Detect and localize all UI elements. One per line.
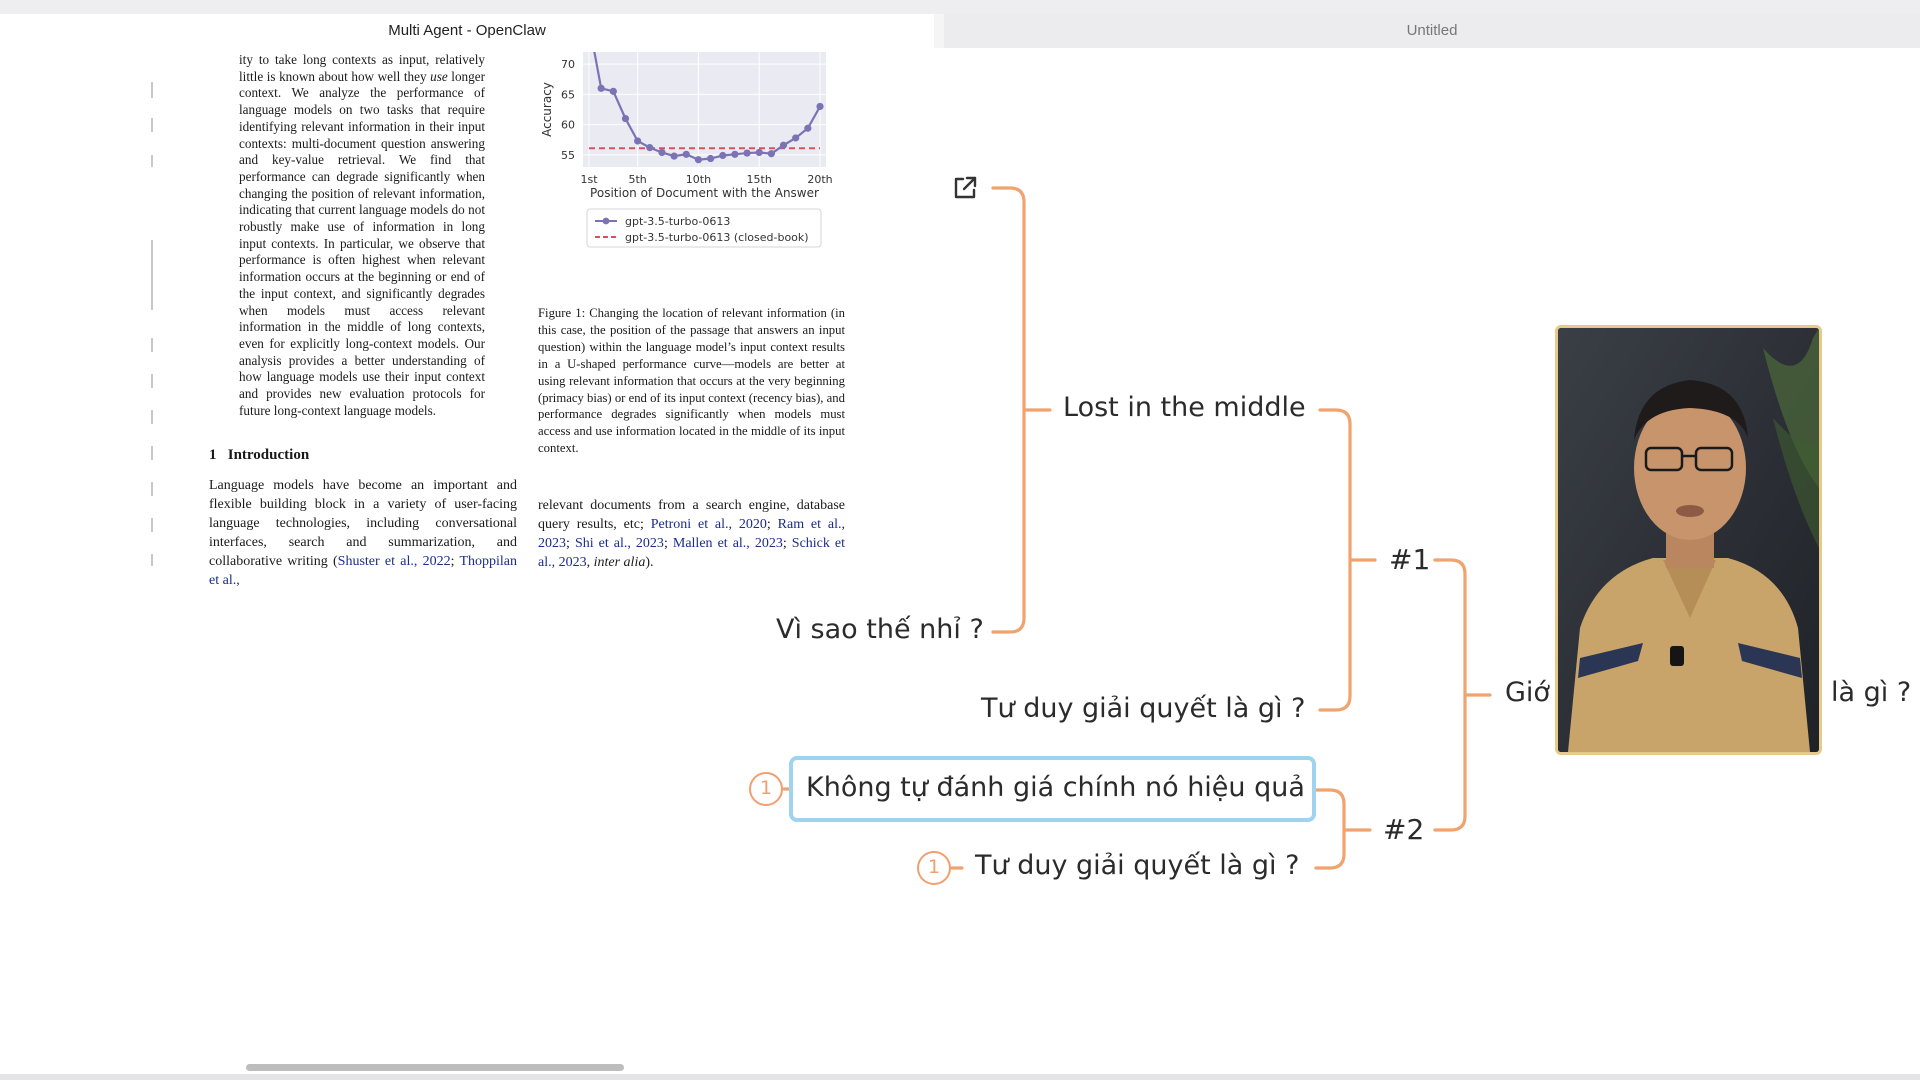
chart-point bbox=[804, 125, 811, 132]
node-why[interactable]: Vì sao thế nhỉ ? bbox=[776, 614, 984, 645]
tab-untitled[interactable]: Untitled bbox=[944, 14, 1920, 48]
margin-dash bbox=[151, 155, 153, 167]
section-heading bbox=[209, 446, 309, 464]
accuracy-chart bbox=[535, 52, 845, 292]
badge-count-2[interactable]: 1 bbox=[917, 851, 951, 885]
margin-dash bbox=[151, 482, 153, 496]
chart-point bbox=[610, 88, 617, 95]
node-self-eval[interactable]: Không tự đánh giá chính nó hiệu quả bbox=[806, 772, 1305, 803]
chart-point bbox=[731, 151, 738, 158]
margin-dash bbox=[151, 240, 153, 310]
margin-dash bbox=[151, 554, 153, 566]
node-root-right[interactable]: là gì ? bbox=[1831, 677, 1912, 708]
badge-count-1[interactable]: 1 bbox=[749, 772, 783, 806]
chart-point bbox=[671, 153, 678, 160]
chart-point bbox=[707, 155, 714, 162]
section-title: Introduction bbox=[227, 447, 310, 463]
margin-dash bbox=[151, 374, 153, 388]
connector-h1-bracket bbox=[1320, 410, 1350, 710]
tab-multi-agent-openclaw[interactable]: Multi Agent - OpenClaw bbox=[0, 14, 934, 48]
chart-point bbox=[598, 85, 605, 92]
window-top-strip bbox=[0, 0, 1920, 14]
intro-paragraph: Language models have become an important and flexible building block in a variety of user-facing language technologies, including conversational interfaces, search and summarization, and collaborative writing (Shuster et al., 2022; Thoppilan et al., bbox=[209, 478, 517, 588]
chart-y-tick-label: 55 bbox=[561, 148, 575, 162]
chart-point bbox=[622, 115, 629, 122]
horizontal-scrollbar[interactable] bbox=[246, 1064, 624, 1071]
node-thinking-1[interactable]: Tư duy giải quyết là gì ? bbox=[981, 693, 1306, 724]
chart-point bbox=[743, 149, 750, 156]
presenter-video-icon bbox=[1558, 328, 1819, 752]
chart-x-axis-label: Position of Document with the Answer bbox=[590, 186, 819, 200]
margin-dash bbox=[151, 338, 153, 352]
node-thinking-2[interactable]: Tư duy giải quyết là gì ? bbox=[975, 850, 1300, 881]
chart-x-tick-label: 1st bbox=[580, 173, 598, 186]
chart-x-tick-label: 5th bbox=[628, 173, 647, 186]
chart-plot-area bbox=[583, 52, 826, 167]
margin-dash bbox=[151, 446, 153, 460]
chart-point bbox=[756, 149, 763, 156]
margin-dash bbox=[151, 82, 153, 98]
chart-y-tick-label: 65 bbox=[561, 88, 575, 102]
margin-dash bbox=[151, 518, 153, 532]
chart-x-tick-label: 10th bbox=[685, 173, 712, 186]
node-hash-1[interactable]: #1 bbox=[1389, 543, 1431, 576]
figure-caption: Figure 1: Changing the location of relevant information (in this case, the position of the passage that answers an input question) within the language model’s input context results in a U-shaped performance curve—models are better at using relevant information that occurs at the very beginning (primacy bias) or end of its input context (recency bias), and performance degrades significantly when models must access and use information located in the middle of its input context. bbox=[538, 306, 845, 456]
chart-point bbox=[646, 144, 653, 151]
chart-y-axis-label: Accuracy bbox=[540, 82, 554, 137]
chart-x-tick-label: 20th bbox=[807, 173, 833, 186]
connector-h2-bracket bbox=[1316, 790, 1344, 868]
chart-legend-label-gpt: gpt-3.5-turbo-0613 bbox=[625, 215, 731, 228]
margin-dash bbox=[151, 118, 153, 132]
chart-point bbox=[695, 156, 702, 163]
node-root-left[interactable]: Giớ bbox=[1505, 677, 1550, 708]
connector-lost-bracket bbox=[993, 188, 1024, 632]
external-link-icon[interactable] bbox=[952, 175, 978, 201]
chart-point bbox=[719, 152, 726, 159]
tab-separator bbox=[934, 14, 944, 48]
chart-point bbox=[768, 150, 775, 157]
chart-x-tick-label: 15th bbox=[746, 173, 772, 186]
margin-dash bbox=[151, 410, 153, 424]
connector-root-bracket bbox=[1435, 560, 1465, 830]
node-hash-2[interactable]: #2 bbox=[1383, 813, 1425, 846]
paper-abstract: ity to take long contexts as input, relatively little is known about how well they use longer context. We analyze the performance of language models on two tasks that require identifying relevant information in their input contexts: multi-document question answering and key-value retrieval. We find that performance can degrade significantly when changing the position of relevant information, indicating that current language models do not robustly make use of information in long input contexts. In particular, we observe that performance is often highest when relevant information occurs at the beginning or end of the input context, and significantly degrades when models must access relevant information in the middle of long contexts, even for explicitly long-context models. Our analysis provides a better understanding of how language models use their input context and provides new evaluation protocols for future long-context language models. bbox=[239, 52, 485, 418]
chart-point bbox=[634, 137, 641, 144]
chart-legend-marker-gpt bbox=[603, 218, 610, 225]
section-number: 1 bbox=[209, 447, 217, 463]
chart-point bbox=[658, 149, 665, 156]
chart-point bbox=[683, 151, 690, 158]
chart-y-tick-label: 60 bbox=[561, 118, 575, 132]
presenter-webcam bbox=[1555, 325, 1822, 755]
paper-right-column: relevant documents from a search engine, database query results, etc; Petroni et al., 2020; Ram et al., 2023; Shi et al., 2023; Mallen et al., 2023; Schick et al., 2023, inter alia). bbox=[538, 498, 846, 570]
bottom-edge bbox=[0, 1074, 1920, 1080]
node-lost-in-the-middle[interactable]: Lost in the middle bbox=[1063, 392, 1306, 423]
chart-point bbox=[780, 142, 787, 149]
chart-point bbox=[792, 134, 799, 141]
chart-legend-label-closed-book: gpt-3.5-turbo-0613 (closed-book) bbox=[625, 231, 809, 244]
chart-point bbox=[816, 103, 823, 110]
chart-y-tick-label: 70 bbox=[561, 58, 575, 72]
